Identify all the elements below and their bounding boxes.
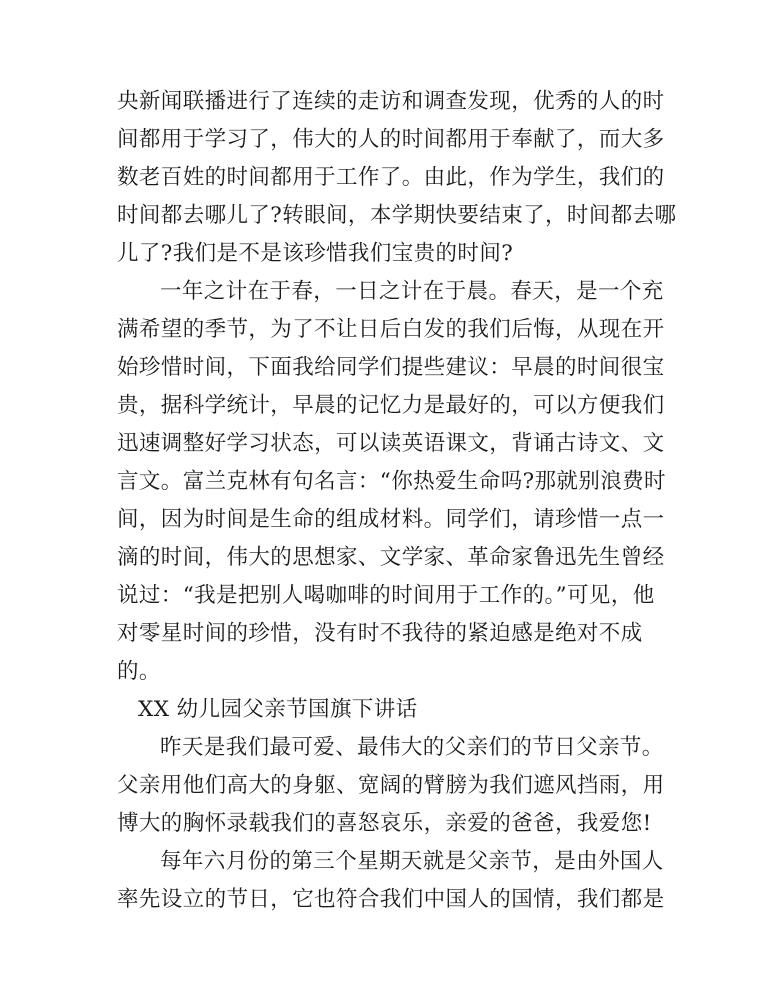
paragraph-3-line-2: 父亲用他们高大的身躯、宽阔的臂膀为我们遮风挡雨，用 [117, 773, 665, 798]
paragraph-2-line-6: 言文。富兰克林有句名言：“你热爱生命吗?那就别浪费时 [117, 469, 666, 494]
paragraph-1-line-2: 间都用于学习了，伟大的人的时间都用于奉献了，而大多 [117, 127, 665, 152]
paragraph-2-line-8: 滴的时间，伟大的思想家、文学家、革命家鲁迅先生曾经 [117, 545, 665, 570]
paragraph-1-line-3: 数老百姓的时间都用于工作了。由此，作为学生，我们的 [117, 165, 665, 190]
paragraph-4-line-1: 每年六月份的第三个星期天就是父亲节，是由外国人 [160, 849, 664, 874]
section-title: XX 幼儿园父亲节国旗下讲话 [138, 697, 418, 722]
paragraph-1-line-1: 央新闻联播进行了连续的走访和调查发现，优秀的人的时 [117, 89, 665, 114]
paragraph-1-line-5: 儿了?我们是不是该珍惜我们宝贵的时间? [117, 241, 514, 266]
paragraph-2-line-11: 的。 [117, 659, 161, 684]
paragraph-2-line-5: 迅速调整好学习状态，可以读英语课文，背诵古诗文、文 [117, 431, 665, 456]
paragraph-2-line-3: 始珍惜时间，下面我给同学们提些建议：早晨的时间很宝 [117, 355, 665, 380]
paragraph-2-line-1: 一年之计在于春，一日之计在于晨。春天，是一个充 [160, 279, 664, 304]
paragraph-1-line-4: 时间都去哪儿了?转眼间，本学期快要结束了，时间都去哪 [117, 203, 677, 228]
paragraph-2-line-4: 贵，据科学统计，早晨的记忆力是最好的，可以方便我们 [117, 393, 665, 418]
paragraph-3-line-1: 昨天是我们最可爱、最伟大的父亲们的节日父亲节。 [160, 735, 664, 760]
paragraph-2-line-9: 说过：“我是把别人喝咖啡的时间用于工作的。”可见，他 [117, 583, 655, 608]
paragraph-3-line-3: 博大的胸怀录载我们的喜怒哀乐，亲爱的爸爸，我爱您! [117, 811, 652, 836]
paragraph-4-line-2: 率先设立的节日，它也符合我们中国人的国情，我们都是 [117, 887, 665, 912]
paragraph-2-line-2: 满希望的季节，为了不让日后白发的我们后悔，从现在开 [117, 317, 665, 342]
paragraph-2-line-10: 对零星时间的珍惜，没有时不我待的紧迫感是绝对不成 [117, 621, 643, 646]
paragraph-2-line-7: 间，因为时间是生命的组成材料。同学们，请珍惜一点一 [117, 507, 665, 532]
